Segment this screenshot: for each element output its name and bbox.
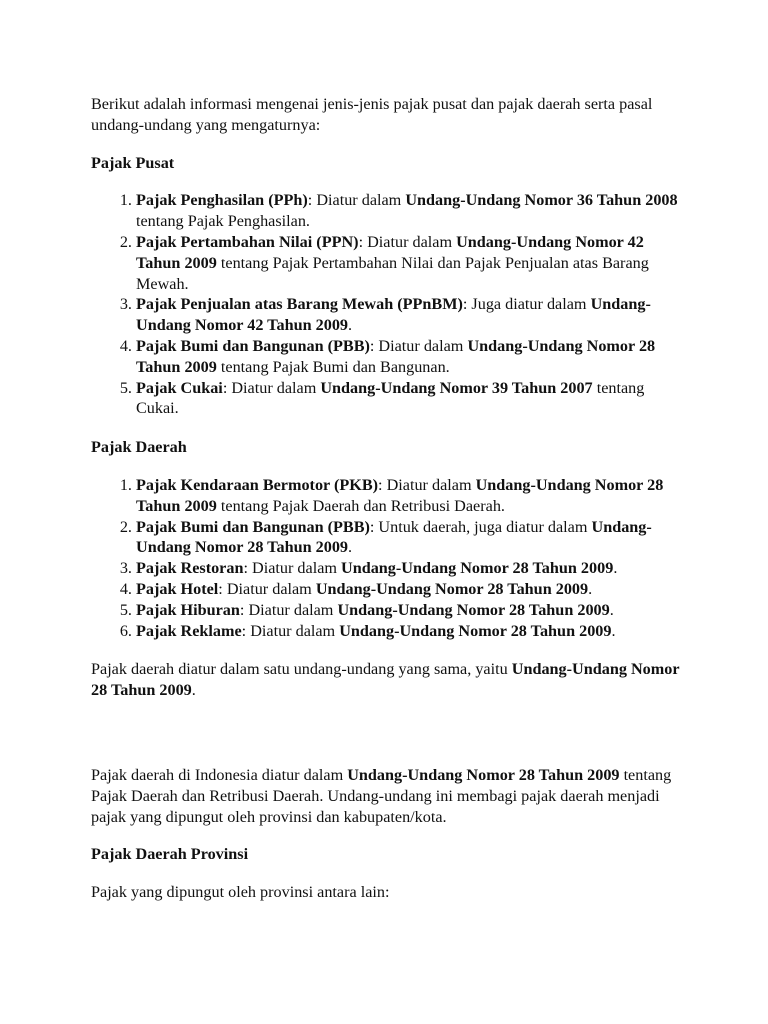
tax-name: Pajak Penghasilan (PPh) [136, 191, 308, 210]
summary-text: Pajak daerah diatur dalam satu undang-undang yang sama, yaitu [91, 660, 512, 679]
intro-paragraph: Berikut adalah informasi mengenai jenis-jenis pajak pusat dan pajak daerah serta pasal undang-undang yang mengaturnya: [91, 95, 653, 134]
paragraph-tail: tentang Pajak Daerah dan Retribusi Daerah. Undang-undang ini membagi pajak daerah menjadi pajak yang dipungut oleh provinsi dan kabupaten/kota. [91, 765, 672, 826]
item-text: : Diatur dalam [218, 579, 316, 598]
item-text: : Diatur dalam [241, 621, 340, 640]
list-item [136, 517, 691, 559]
law-reference: Undang-Undang Nomor 28 Tahun 2009 [136, 517, 652, 557]
item-text: tentang Cukai. [136, 378, 645, 418]
item-text: . [613, 559, 618, 578]
list-pajak-daerah [91, 475, 691, 641]
item-text: tentang Pajak Daerah dan Retribusi Daerah. [216, 496, 505, 515]
list-item [136, 378, 691, 420]
provinsi-paragraph: Pajak yang dipungut oleh provinsi antara lain: [91, 883, 390, 902]
heading-pajak-pusat: Pajak Pusat [91, 153, 175, 172]
law-reference: Undang-Undang Nomor 28 Tahun 2009 [337, 600, 610, 619]
tax-name: Pajak Pertambahan Nilai (PPN) [136, 232, 359, 251]
item-text: : Diatur dalam [378, 475, 476, 494]
pajak-daerah-paragraph [91, 765, 691, 827]
summary-tail: . [191, 681, 196, 700]
document-body [91, 94, 691, 903]
item-text: tentang Pajak Pertambahan Nilai dan Pajak Penjualan atas Barang Mewah. [136, 253, 649, 293]
item-text: . [348, 538, 353, 557]
tax-name: Pajak Cukai [136, 378, 223, 397]
heading-pajak-daerah-provinsi: Pajak Daerah Provinsi [91, 845, 249, 864]
law-reference: Undang-Undang Nomor 28 Tahun 2009 [339, 621, 612, 640]
list-item [136, 600, 691, 621]
item-text: : Untuk daerah, juga diatur dalam [369, 517, 592, 536]
law-reference: Undang-Undang Nomor 28 Tahun 2009 [315, 579, 589, 598]
law-reference: Undang-Undang Nomor 28 Tahun 2009 [347, 765, 620, 784]
law-reference: Undang-Undang Nomor 28 Tahun 2009 [341, 559, 614, 578]
item-text: : Diatur dalam [307, 191, 406, 210]
tax-name: Pajak Hiburan [136, 600, 240, 619]
list-item [136, 475, 691, 517]
tax-name: Pajak Hotel [136, 579, 219, 598]
item-text: : Diatur dalam [243, 559, 342, 578]
law-reference: Undang-Undang Nomor 36 Tahun 2008 [405, 191, 678, 210]
summary-paragraph [91, 659, 691, 701]
item-text: . [609, 600, 614, 619]
item-text: . [348, 316, 353, 335]
list-item [136, 294, 691, 336]
item-text: : Diatur dalam [369, 336, 468, 355]
heading-pajak-daerah: Pajak Daerah [91, 438, 187, 457]
tax-name: Pajak Kendaraan Bermotor (PKB) [136, 475, 379, 494]
item-text: : Diatur dalam [358, 232, 457, 251]
law-reference: Undang-Undang Nomor 39 Tahun 2007 [320, 378, 593, 397]
law-reference: Undang-Undang Nomor 42 Tahun 2009 [136, 295, 651, 335]
list-item [136, 190, 691, 232]
list-item [136, 558, 691, 579]
law-reference: Undang-Undang Nomor 28 Tahun 2009 [91, 660, 680, 700]
list-item [136, 232, 691, 294]
item-text: tentang Pajak Penghasilan. [136, 212, 310, 231]
paragraph-text: Pajak daerah di Indonesia diatur dalam [91, 765, 348, 784]
list-item [136, 579, 691, 600]
item-text: : Juga diatur dalam [462, 295, 591, 314]
tax-name: Pajak Penjualan atas Barang Mewah (PPnBM) [136, 295, 463, 314]
tax-name: Pajak Bumi dan Bangunan (PBB) [136, 336, 370, 355]
item-text: tentang Pajak Bumi dan Bangunan. [216, 357, 450, 376]
list-item [136, 336, 691, 378]
law-reference: Undang-Undang Nomor 28 Tahun 2009 [136, 475, 664, 515]
item-text: . [588, 579, 593, 598]
law-reference: Undang-Undang Nomor 28 Tahun 2009 [136, 336, 656, 376]
item-text: : Diatur dalam [239, 600, 338, 619]
tax-name: Pajak Restoran [136, 559, 244, 578]
tax-name: Pajak Bumi dan Bangunan (PBB) [136, 517, 370, 536]
law-reference: Undang-Undang Nomor 42 Tahun 2009 [136, 232, 644, 272]
list-item [136, 621, 691, 642]
item-text: : Diatur dalam [222, 378, 321, 397]
list-pajak-pusat [91, 190, 691, 419]
item-text: . [611, 621, 616, 640]
tax-name: Pajak Reklame [136, 621, 242, 640]
